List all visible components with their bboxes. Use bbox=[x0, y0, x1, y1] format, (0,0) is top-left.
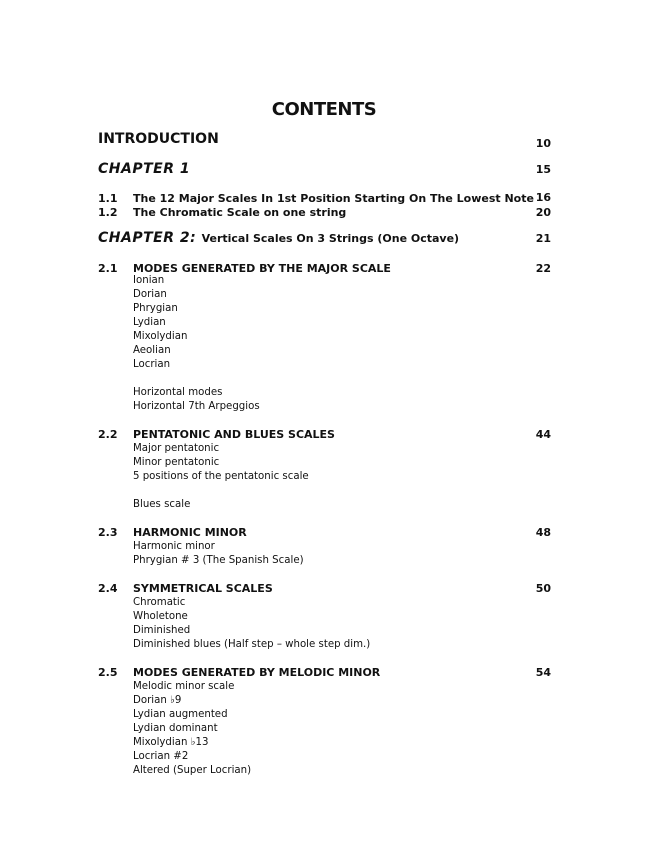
entry-1-1-number: 1.1 bbox=[98, 192, 118, 205]
section-2-3-page-number: 48 bbox=[535, 526, 551, 539]
entry-1-1-title: The 12 Major Scales In 1st Position Starting On The Lowest Note bbox=[133, 192, 534, 205]
list-item: Dorian bbox=[133, 289, 167, 300]
chapter-1-page-number: 15 bbox=[535, 163, 551, 176]
entry-1-2-number: 1.2 bbox=[98, 206, 118, 219]
section-2-4-title: SYMMETRICAL SCALES bbox=[133, 582, 273, 595]
chapter-2-page-number: 21 bbox=[535, 232, 551, 245]
section-2-5-title: MODES GENERATED BY MELODIC MINOR bbox=[133, 666, 381, 679]
section-2-5-number: 2.5 bbox=[98, 666, 118, 679]
list-item: Diminished blues (Half step – whole step dim.) bbox=[133, 639, 371, 650]
section-2-2-page-number: 44 bbox=[535, 428, 551, 441]
list-item: Ionian bbox=[133, 275, 165, 286]
section-2-2-title: PENTATONIC AND BLUES SCALES bbox=[133, 428, 335, 441]
list-item: Locrian #2 bbox=[133, 751, 189, 762]
chapter-2-label: CHAPTER 2: bbox=[98, 230, 197, 246]
list-item: Horizontal 7th Arpeggios bbox=[133, 401, 260, 412]
list-item: Phrygian bbox=[133, 303, 178, 314]
section-2-5-page-number: 54 bbox=[535, 666, 551, 679]
section-2-1-title: MODES GENERATED BY THE MAJOR SCALE bbox=[133, 262, 391, 275]
list-item: Lydian bbox=[133, 317, 166, 328]
list-item: 5 positions of the pentatonic scale bbox=[133, 471, 309, 482]
list-item: Lydian augmented bbox=[133, 709, 228, 720]
list-item: Altered (Super Locrian) bbox=[133, 765, 252, 776]
section-2-4-number: 2.4 bbox=[98, 582, 118, 595]
list-item: Dorian ♭9 bbox=[133, 695, 182, 706]
list-item: Minor pentatonic bbox=[133, 457, 220, 468]
list-item: Aeolian bbox=[133, 345, 171, 356]
list-item: Major pentatonic bbox=[133, 443, 220, 454]
section-2-1-number: 2.1 bbox=[98, 262, 118, 275]
list-item: Mixolydian ♭13 bbox=[133, 737, 209, 748]
chapter-2-subtitle: Vertical Scales On 3 Strings (One Octave) bbox=[201, 232, 460, 245]
list-item: Chromatic bbox=[133, 597, 186, 608]
list-item: Diminished bbox=[133, 625, 191, 636]
entry-1-2-title: The Chromatic Scale on one string bbox=[133, 206, 347, 219]
section-2-2-number: 2.2 bbox=[98, 428, 118, 441]
introduction-heading: INTRODUCTION bbox=[98, 131, 219, 147]
chapter-2-heading bbox=[98, 230, 459, 246]
list-item: Phrygian # 3 (The Spanish Scale) bbox=[133, 555, 304, 566]
list-item: Harmonic minor bbox=[133, 541, 215, 552]
list-item: Blues scale bbox=[133, 499, 191, 510]
section-2-3-number: 2.3 bbox=[98, 526, 118, 539]
entry-1-1-page-number: 16 bbox=[535, 191, 551, 204]
list-item: Mixolydian bbox=[133, 331, 188, 342]
list-item: Melodic minor scale bbox=[133, 681, 235, 692]
list-item: Lydian dominant bbox=[133, 723, 218, 734]
entry-1-2-page-number: 20 bbox=[535, 206, 551, 219]
section-2-1-page-number: 22 bbox=[535, 262, 551, 275]
chapter-1-heading: CHAPTER 1 bbox=[98, 161, 191, 177]
list-item: Locrian bbox=[133, 359, 171, 370]
list-item: Horizontal modes bbox=[133, 387, 223, 398]
list-item: Wholetone bbox=[133, 611, 188, 622]
page-title: CONTENTS bbox=[271, 99, 377, 120]
introduction-page-number: 10 bbox=[535, 137, 551, 150]
section-2-4-page-number: 50 bbox=[535, 582, 551, 595]
section-2-3-title: HARMONIC MINOR bbox=[133, 526, 247, 539]
